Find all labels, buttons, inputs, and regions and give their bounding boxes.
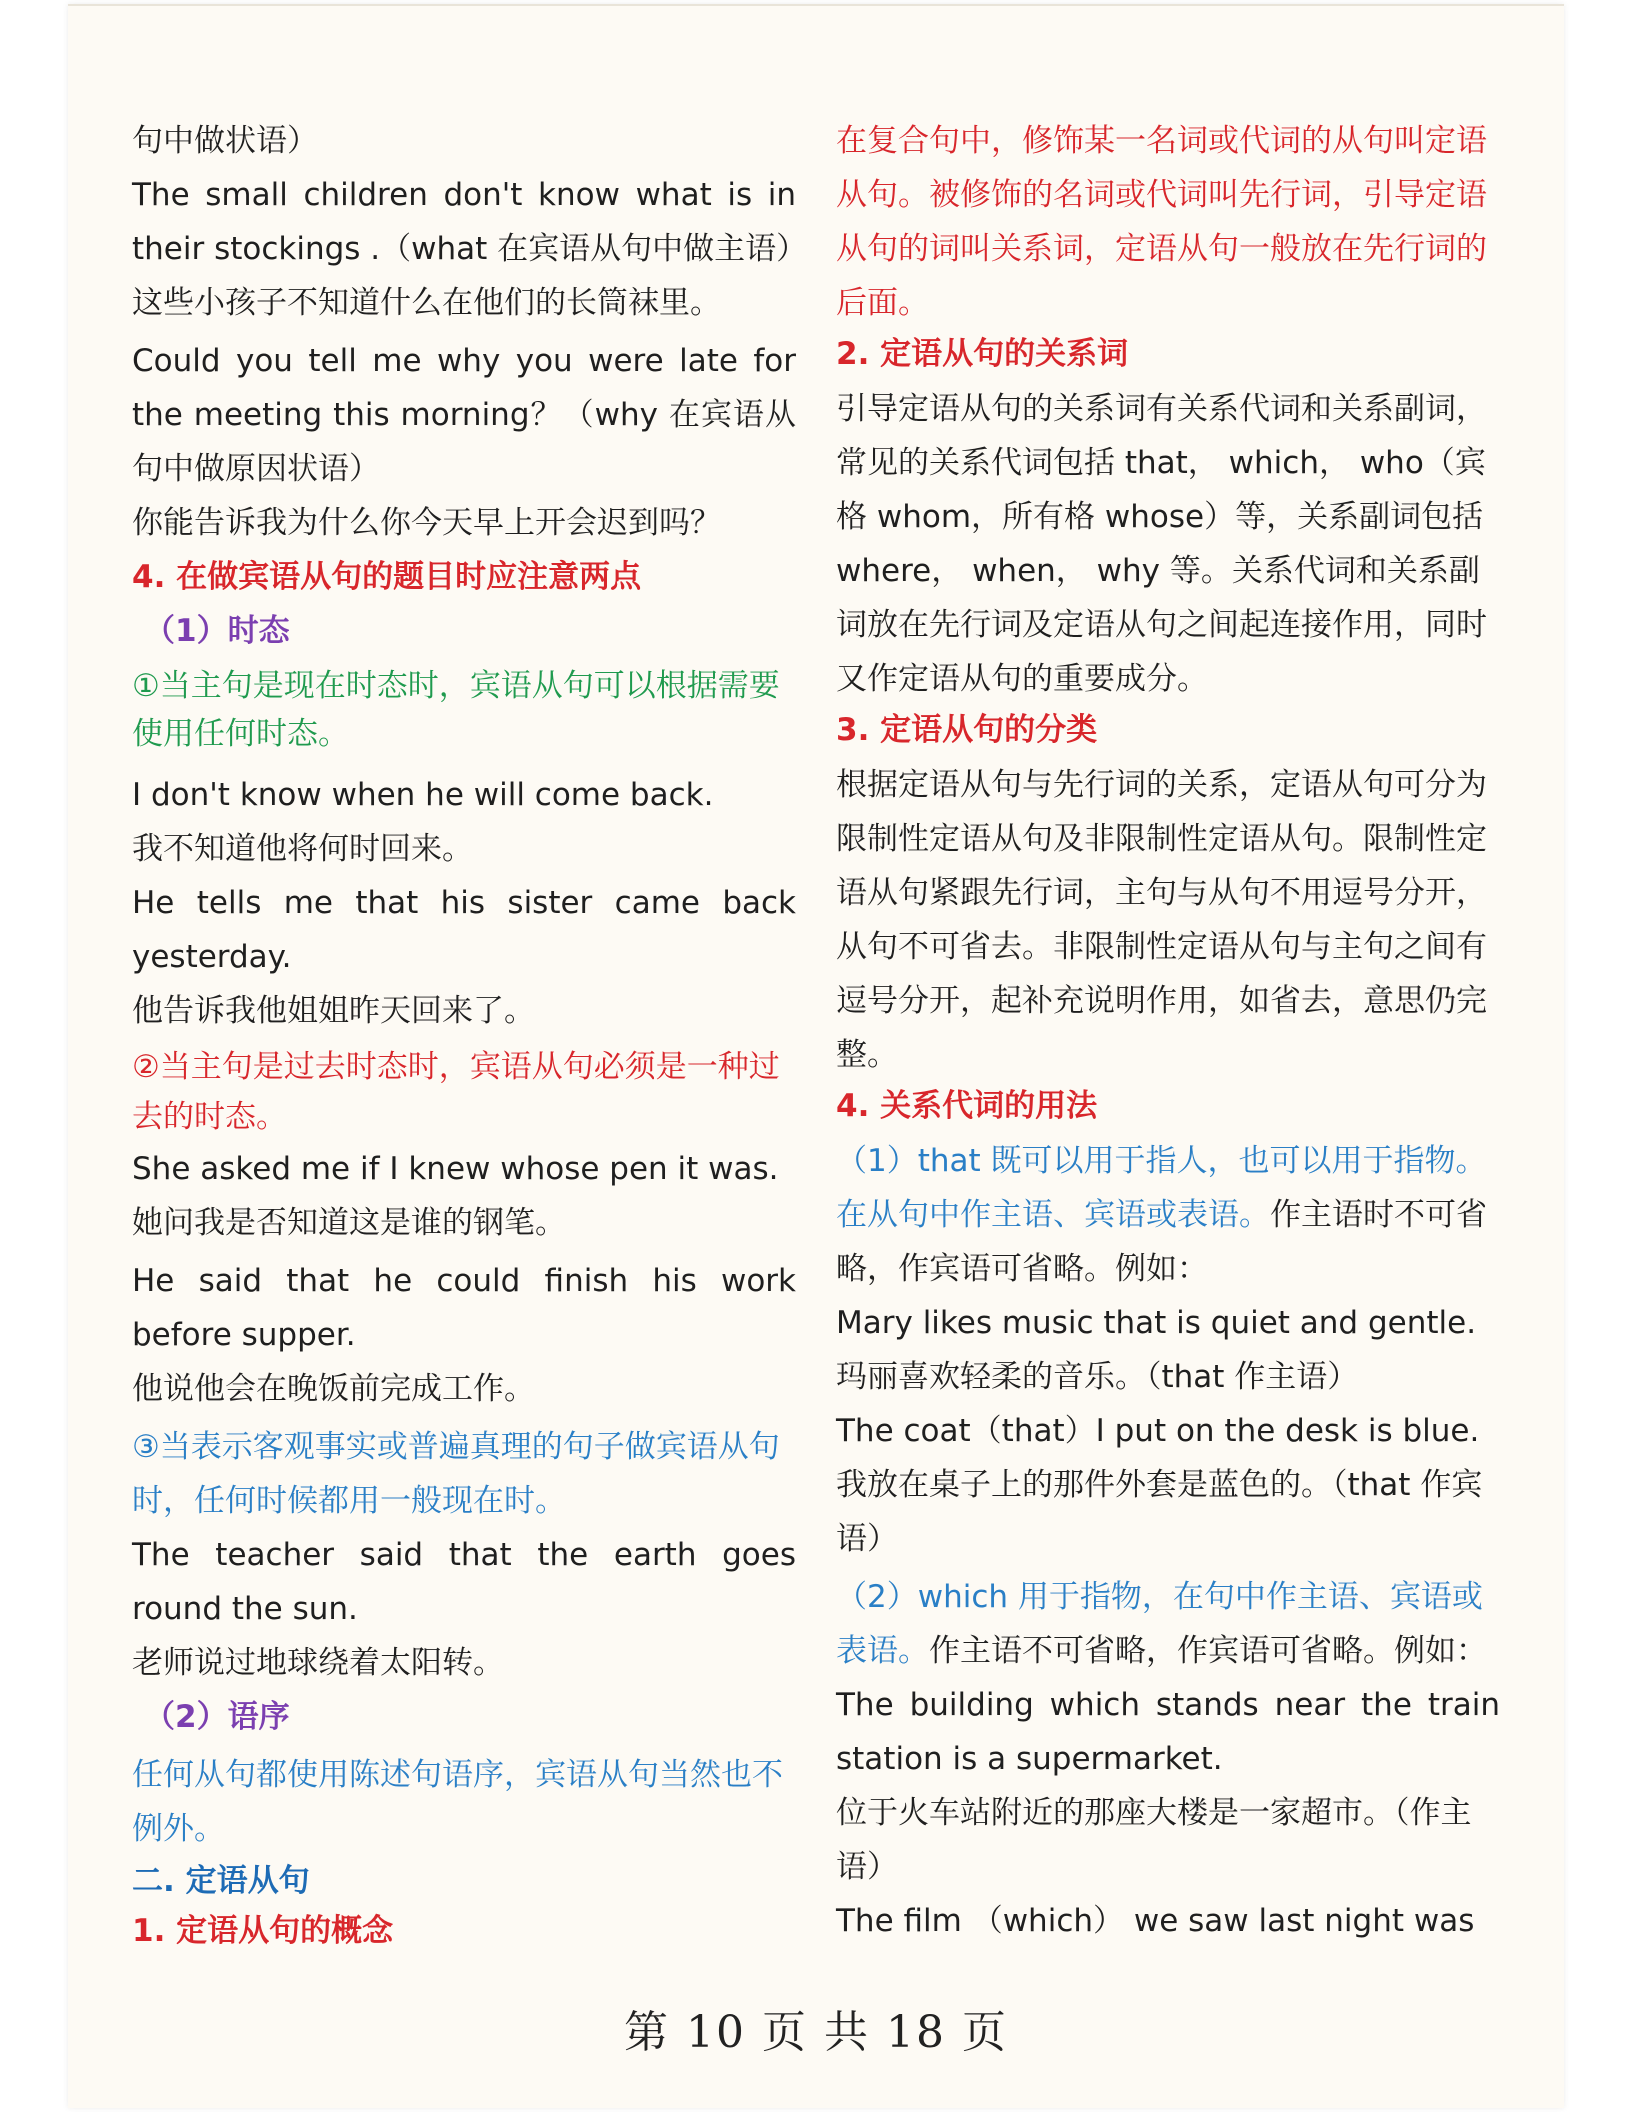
- text-line: 句中做状语）: [132, 123, 318, 159]
- document-page: [68, 4, 1564, 2108]
- section-heading: 4. 关系代词的用法: [836, 1088, 1098, 1124]
- example-chinese: 我放在桌子上的那件外套是蓝色的。（that 作宾语）: [836, 1467, 1483, 1557]
- example-english: The building which stands near the train station is a supermarket.: [836, 1687, 1500, 1777]
- example-chinese: 他告诉我他姐姐昨天回来了。: [132, 993, 535, 1029]
- example-english: The film （which） we saw last night was: [836, 1903, 1475, 1939]
- page-top-rule: [68, 4, 1564, 6]
- rule-word-order: 任何从句都使用陈述句语序，宾语从句当然也不例外。: [132, 1757, 783, 1847]
- section-heading: 1. 定语从句的概念: [132, 1913, 394, 1949]
- rule-universal-truth: ③当表示客观事实或普遍真理的句子做宾语从句时，任何时候都用一般现在时。: [132, 1429, 780, 1519]
- classification-paragraph: 根据定语从句与先行词的关系，定语从句可分为限制性定语从句及非限制性定语从句。限制性定语从句紧跟先行词，主句与从句不用逗号分开，从句不可省去。非限制性定语从句与主句之间有逗号分开，起补充说明作用，如省去，意思仍完整。: [836, 767, 1487, 1073]
- rule-past-tense: ②当主句是过去时态时，宾语从句必须是一种过去的时态。: [132, 1049, 780, 1135]
- example-chinese: 这些小孩子不知道什么在他们的长筒袜里。: [132, 285, 721, 321]
- example-english: She asked me if I knew whose pen it was.: [132, 1151, 779, 1187]
- page-number-footer: 第 10 页 共 18 页: [624, 2007, 1008, 2058]
- that-usage-note: 作主语时不可省略，作宾语可省略。例如：: [836, 1197, 1487, 1287]
- example-chinese: 玛丽喜欢轻柔的音乐。（that 作主语）: [836, 1359, 1359, 1395]
- section-heading: 4. 在做宾语从句的题目时应注意两点: [132, 559, 642, 595]
- chapter-heading: 二. 定语从句: [132, 1863, 310, 1899]
- example-english: Mary likes music that is quiet and gentle.: [836, 1305, 1477, 1341]
- subheading-word-order: （2）语序: [144, 1699, 290, 1735]
- left-column: [132, 114, 808, 1956]
- that-usage-highlight: （1）that 既可以用于指人，也可以用于指物。在从句中作主语、宾语或表语。: [836, 1143, 1487, 1233]
- which-usage-highlight: （2）which 用于指物，在句中作主语、宾语或表语。: [836, 1579, 1483, 1669]
- example-english: The coat（that）I put on the desk is blue.: [836, 1413, 1480, 1449]
- concept-paragraph: 在复合句中，修饰某一名词或代词的从句叫定语从句。被修饰的名词或代词叫先行词，引导定语从句的词叫关系词，定语从句一般放在先行词的后面。: [836, 123, 1487, 321]
- section-heading: 2. 定语从句的关系词: [836, 336, 1129, 372]
- relative-words-paragraph: 引导定语从句的关系词有关系代词和关系副词，常见的关系代词包括 that， which， who（宾格 whom，所有格 whose）等，关系副词包括 where， when， why 等。关系代词和关系副词放在先行词及定语从句之间起连接作用，同时又作定语从句的重要成分。: [836, 391, 1487, 697]
- example-english: The small children don't know what is in their stockings .（what 在宾语从句中做主语）: [132, 177, 808, 267]
- example-english: The teacher said that the earth goes round the sun.: [132, 1537, 796, 1627]
- example-chinese: 你能告诉我为什么你今天早上开会迟到吗？: [132, 505, 721, 541]
- section-heading: 3. 定语从句的分类: [836, 712, 1098, 748]
- example-chinese: 我不知道他将何时回来。: [132, 831, 473, 867]
- example-chinese: 位于火车站附近的那座大楼是一家超市。（作主语）: [836, 1795, 1472, 1885]
- example-english: He said that he could finish his work before supper.: [132, 1263, 796, 1353]
- example-chinese: 她问我是否知道这是谁的钢笔。: [132, 1205, 566, 1241]
- which-usage-paragraph: [836, 1570, 1500, 1678]
- example-english: Could you tell me why you were late for the meeting this morning？（why 在宾语从句中做原因状语）: [132, 343, 796, 487]
- which-usage-note: 作主语不可省略，作宾语可省略。例如：: [929, 1633, 1487, 1669]
- example-english: I don't know when he will come back.: [132, 777, 714, 813]
- that-usage-paragraph: [836, 1134, 1500, 1296]
- example-chinese: 老师说过地球绕着太阳转。: [132, 1645, 504, 1681]
- example-english: He tells me that his sister came back yesterday.: [132, 885, 796, 975]
- subheading-tense: （1）时态: [144, 613, 290, 649]
- example-chinese: 他说他会在晚饭前完成工作。: [132, 1371, 535, 1407]
- rule-present-tense: ①当主句是现在时态时，宾语从句可以根据需要使用任何时态。: [132, 668, 780, 752]
- right-column: [836, 114, 1500, 1948]
